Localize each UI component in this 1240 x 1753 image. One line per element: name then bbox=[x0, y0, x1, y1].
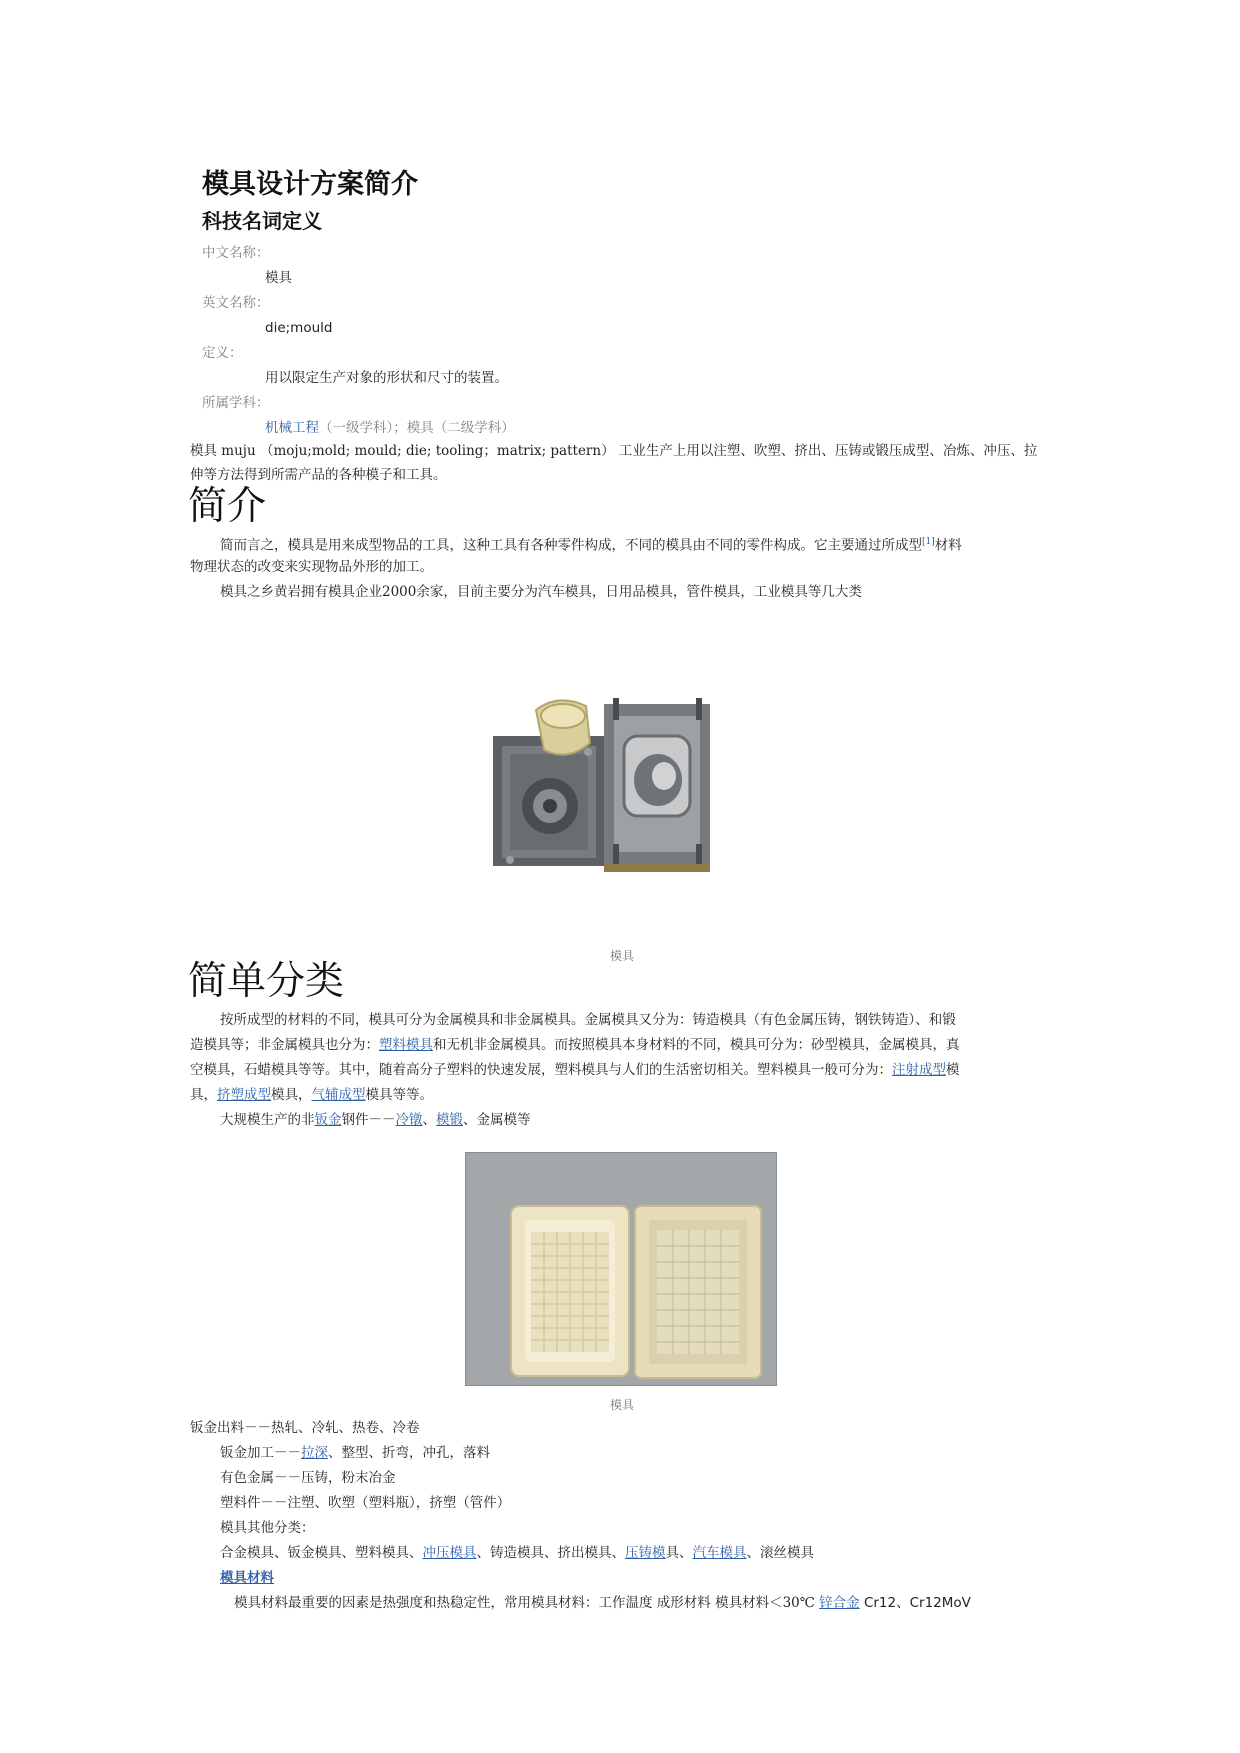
en-name-value: die;mould bbox=[265, 320, 333, 336]
intro-line-1: 模具 muju （moju;mold; mould; die; tooling；matrix; pattern） 工业生产上用以注塑、吹塑、挤出、压铸或锻压成型、冶炼、冲压、拉 bbox=[190, 443, 1038, 459]
link-extrusion-molding[interactable]: 挤塑成型 bbox=[217, 1087, 271, 1103]
link-auto-mold[interactable]: 汽车模具 bbox=[692, 1545, 747, 1561]
mold-photo-1 bbox=[488, 688, 716, 873]
definition-label: 定义： bbox=[202, 345, 243, 361]
materials-line: 模具材料最重要的因素是热强度和热稳定性，常用模具材料：工作温度 成形材料 模具材料＜30℃ 锌合金 Cr12、Cr12MoV bbox=[234, 1595, 971, 1611]
mold-photo-2 bbox=[465, 1152, 777, 1386]
section-heading-intro: 简介 bbox=[188, 484, 267, 529]
list-line-sheet-processing: 钣金加工－－拉深、整型、折弯，冲孔，落料 bbox=[220, 1445, 490, 1461]
subject-label: 所属学科： bbox=[202, 395, 270, 411]
class-line-3: 空模具，石蜡模具等等。其中，随着高分子塑料的快速发展，塑料模具与人们的生活密切相关。塑料模具一般可分为：注射成型模 bbox=[190, 1062, 960, 1078]
cn-name-value: 模具 bbox=[265, 270, 292, 286]
mold-photo-2-graphic bbox=[465, 1152, 777, 1386]
class-line-4: 具，挤塑成型模具，气辅成型模具等等。 bbox=[190, 1087, 433, 1103]
intro-p1-line2: 物理状态的改变来实现物品外形的加工。 bbox=[190, 559, 433, 575]
link-mold-materials-heading[interactable]: 模具材料 bbox=[220, 1570, 274, 1586]
page-title: 模具设计方案简介 bbox=[202, 169, 418, 200]
citation-1[interactable]: [1] bbox=[922, 537, 935, 547]
subject-rest: （一级学科）；模具（二级学科） bbox=[319, 420, 515, 436]
link-plastic-mold[interactable]: 塑料模具 bbox=[379, 1037, 433, 1053]
link-gas-assist-molding[interactable]: 气辅成型 bbox=[311, 1087, 366, 1103]
link-deep-drawing[interactable]: 拉深 bbox=[301, 1445, 328, 1461]
en-name-label: 英文名称： bbox=[202, 295, 270, 311]
list-line-nonferrous: 有色金属－－压铸，粉末冶金 bbox=[220, 1470, 396, 1486]
subject-line bbox=[265, 419, 515, 437]
cn-name-label: 中文名称： bbox=[202, 245, 270, 261]
list-line-sheet-output: 钣金出料－－热轧、冷轧、热卷、冷卷 bbox=[190, 1420, 420, 1436]
link-injection-molding[interactable]: 注射成型 bbox=[892, 1062, 946, 1078]
intro-p1-line1: 简而言之，模具是用来成型物品的工具，这种工具有各种零件构成，不同的模具由不同的零件构成。它主要通过所成型[1]材料 bbox=[220, 537, 962, 554]
section-heading-classification: 简单分类 bbox=[188, 959, 345, 1004]
link-cold-heading[interactable]: 冷镦 bbox=[395, 1112, 423, 1128]
class-line-1: 按所成型的材料的不同，模具可分为金属模具和非金属模具。金属模具又分为：铸造模具（有色金属压铸，钢铁铸造）、和锻 bbox=[220, 1012, 956, 1028]
link-sheet-metal[interactable]: 钣金 bbox=[314, 1112, 342, 1128]
link-zinc-alloy[interactable]: 锌合金 bbox=[819, 1595, 860, 1611]
list-line-other-classes: 模具其他分类： bbox=[220, 1520, 315, 1536]
list-line-plastic-parts: 塑料件－－注塑、吹塑（塑料瓶），挤塑（管件） bbox=[220, 1495, 511, 1511]
list-line-mold-types: 合金模具、钣金模具、塑料模具、冲压模具、铸造模具、挤出模具、压铸模具、汽车模具、滚丝模具 bbox=[220, 1545, 814, 1561]
class-line-5: 大规模生产的非钣金钢件－－冷镦、模锻、金属模等 bbox=[220, 1112, 531, 1128]
link-stamping-die[interactable]: 冲压模具 bbox=[422, 1545, 477, 1561]
link-die-forging[interactable]: 模锻 bbox=[436, 1112, 463, 1128]
link-die-casting[interactable]: 压铸模 bbox=[625, 1545, 666, 1561]
figure-caption-2: 模具 bbox=[610, 1398, 635, 1412]
definition-value: 用以限定生产对象的形状和尺寸的装置。 bbox=[265, 370, 508, 386]
subject-link[interactable]: 机械工程 bbox=[265, 420, 319, 436]
figure-caption-1: 模具 bbox=[610, 949, 635, 963]
intro-line-2: 伸等方法得到所需产品的各种模子和工具。 bbox=[190, 467, 447, 483]
class-line-2: 造模具等；非金属模具也分为：塑料模具和无机非金属模具。而按照模具本身材料的不同，模具可分为：砂型模具，金属模具，真 bbox=[190, 1037, 960, 1053]
intro-p2: 模具之乡黄岩拥有模具企业2000余家，目前主要分为汽车模具，日用品模具，管件模具，工业模具等几大类 bbox=[220, 584, 862, 600]
page-subtitle: 科技名词定义 bbox=[202, 209, 322, 233]
mold-photo-1-graphic bbox=[488, 688, 716, 873]
